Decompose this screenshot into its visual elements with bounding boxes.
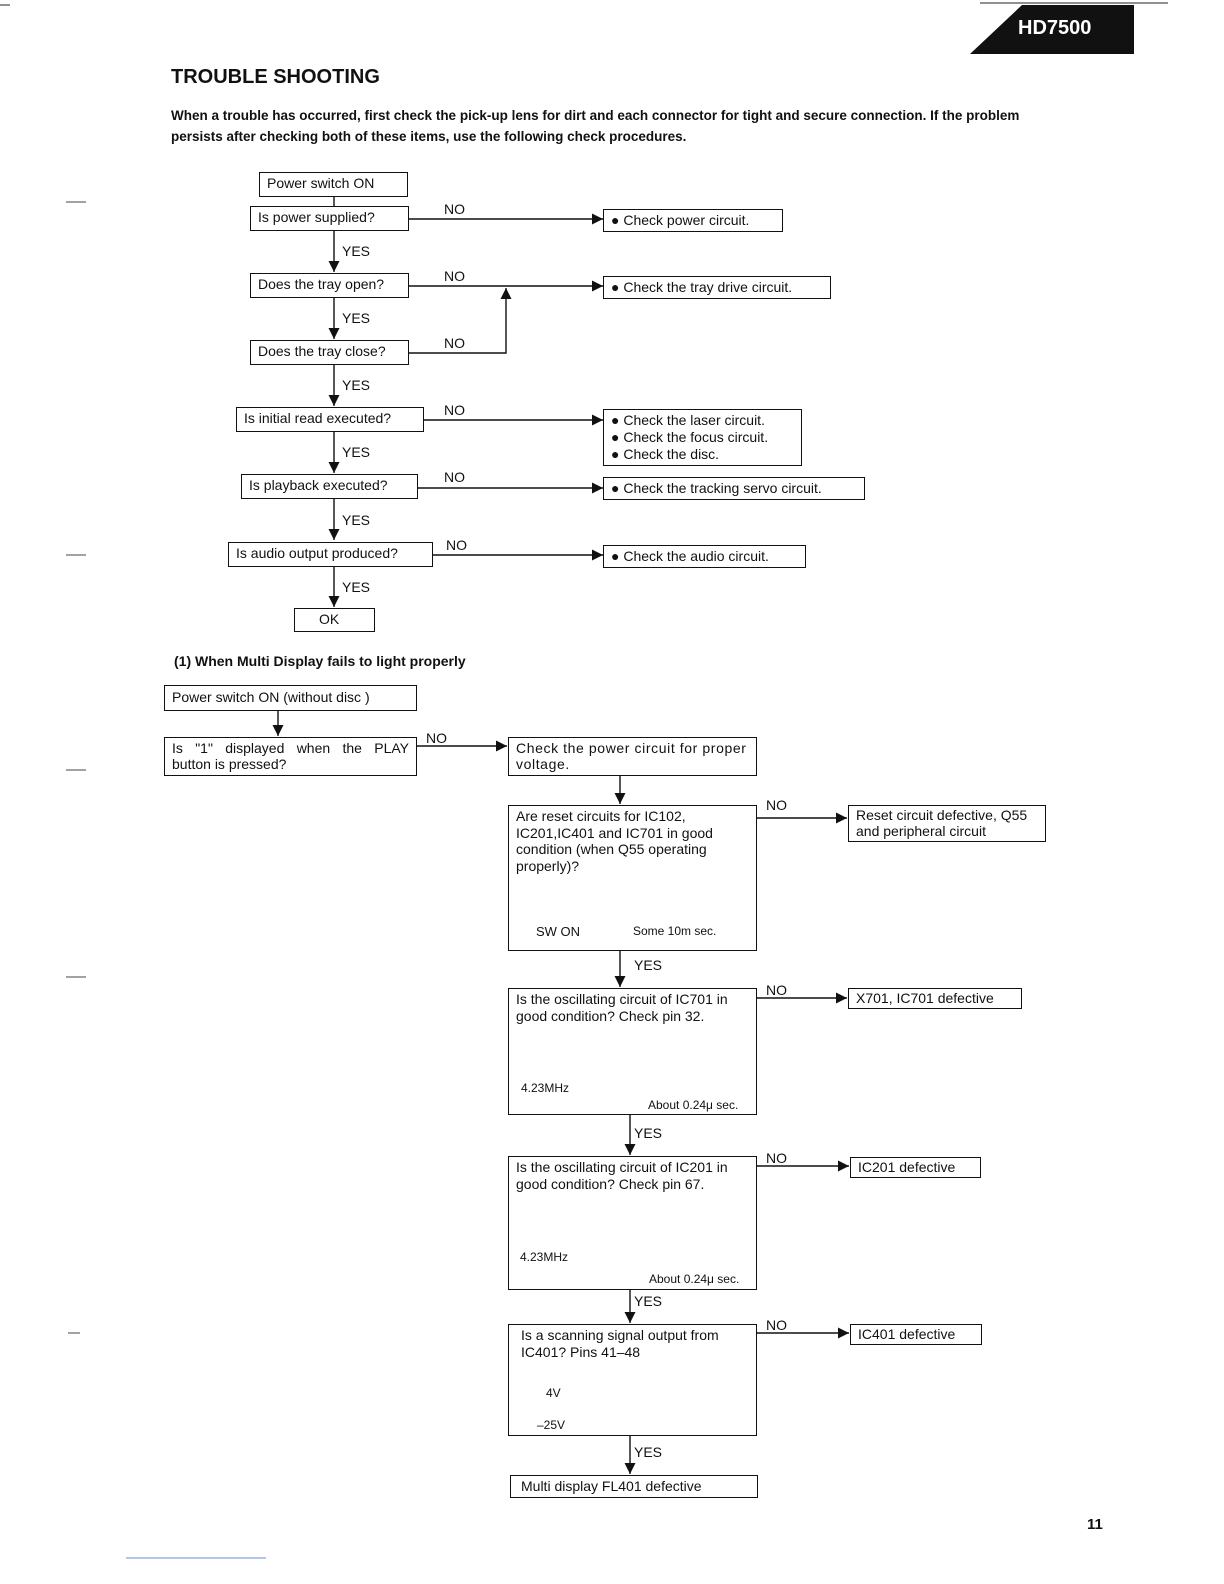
yes-label: YES: [342, 444, 371, 460]
question-ic701-oscillating: [508, 988, 757, 1115]
action-tracking-servo: [603, 477, 865, 500]
yes-label: YES: [342, 310, 371, 326]
action-text: ● Check the focus circuit.: [611, 429, 794, 446]
action-power-circuit: [603, 209, 783, 232]
question-ic201-oscillating: [508, 1156, 757, 1290]
question-text: Is the oscillating circuit of IC701 in good condition? Check pin 32.: [516, 991, 728, 1024]
no-label: NO: [766, 797, 787, 813]
no-label: NO: [444, 402, 465, 418]
result-ic401-defective: IC401 defective: [850, 1324, 982, 1345]
result-x701-ic701-defective: X701, IC701 defective: [848, 988, 1022, 1009]
no-label: NO: [444, 268, 465, 284]
action-text: ● Check the tray drive circuit.: [611, 279, 792, 295]
action-text: ● Check the laser circuit.: [611, 412, 794, 429]
action-text: ● Check the audio circuit.: [611, 548, 769, 564]
check-power-circuit-box: Check the power circuit for proper voltage.: [508, 737, 757, 776]
no-label: NO: [426, 730, 447, 746]
reset-time-label: Some 10m sec.: [633, 924, 717, 938]
intro-text: When a trouble has occurred, first check the pick-up lens for dirt and each connector for tight and secure connection. If the problem persists after checking both of these items, use the following check procedures.: [171, 108, 1020, 144]
yes-label: YES: [342, 243, 371, 259]
ic701-freq-label: 4.23MHz: [521, 1081, 570, 1095]
question-text: Are reset circuits for IC102, IC201,IC401 and IC701 in good condition (when Q55 operating properly)?: [516, 808, 713, 874]
no-label: NO: [444, 201, 465, 217]
section-title: (1) When Multi Display fails to light properly: [174, 653, 466, 669]
yes-label: YES: [634, 1444, 663, 1460]
yes-label: YES: [634, 957, 663, 973]
power-switch-on-without-disc-box: Power switch ON (without disc ): [164, 685, 417, 711]
yes-label: YES: [634, 1125, 663, 1141]
question-tray-open: Does the tray open?: [250, 273, 409, 298]
action-text: ● Check the disc.: [611, 446, 794, 463]
question-playback: Is playback executed?: [241, 474, 418, 499]
sw-on-label: SW ON: [536, 924, 581, 939]
ic201-period-label: About 0.24μ sec.: [649, 1272, 740, 1286]
no-label: NO: [444, 335, 465, 351]
question-power-supplied: Is power supplied?: [250, 206, 409, 231]
question-audio-output: Is audio output produced?: [228, 542, 433, 567]
yes-label: YES: [342, 579, 371, 595]
page-number: 11: [1087, 1516, 1103, 1533]
no-label: NO: [446, 537, 467, 553]
question-text: Is a scanning signal output from IC401? Pins 41–48: [521, 1327, 719, 1360]
no-label: NO: [444, 469, 465, 485]
action-audio-circuit: [603, 545, 806, 568]
result-reset-circuit-defective: Reset circuit defective, Q55 and peripheral circuit: [848, 805, 1046, 842]
ic701-period-label: About 0.24μ sec.: [648, 1098, 739, 1112]
yes-label: YES: [342, 512, 371, 528]
ic401-high-label: 4V: [546, 1386, 561, 1400]
multi-display-defective-box: Multi display FL401 defective: [510, 1475, 758, 1498]
ic401-low-label: –25V: [537, 1418, 566, 1432]
question-tray-close: Does the tray close?: [250, 340, 409, 365]
action-text: ● Check power circuit.: [611, 212, 749, 228]
ok-box: OK: [294, 608, 375, 632]
action-initial-read: [603, 409, 802, 466]
no-label: NO: [766, 1317, 787, 1333]
question-text: Is the oscillating circuit of IC201 in good condition? Check pin 67.: [516, 1159, 728, 1192]
no-label: NO: [766, 1150, 787, 1166]
yes-label: YES: [634, 1293, 663, 1309]
power-switch-on-box: Power switch ON: [259, 172, 408, 197]
action-tray-drive: [603, 276, 831, 299]
yes-label: YES: [342, 377, 371, 393]
result-ic201-defective: IC201 defective: [850, 1157, 981, 1178]
ic201-freq-label: 4.23MHz: [520, 1250, 569, 1264]
question-1-displayed: Is "1" displayed when the PLAY button is pressed?: [164, 737, 417, 776]
no-label: NO: [766, 982, 787, 998]
page-title: TROUBLE SHOOTING: [171, 66, 380, 88]
model-tag: HD7500: [1018, 17, 1092, 39]
action-text: ● Check the tracking servo circuit.: [611, 480, 822, 496]
question-initial-read: Is initial read executed?: [236, 407, 424, 432]
